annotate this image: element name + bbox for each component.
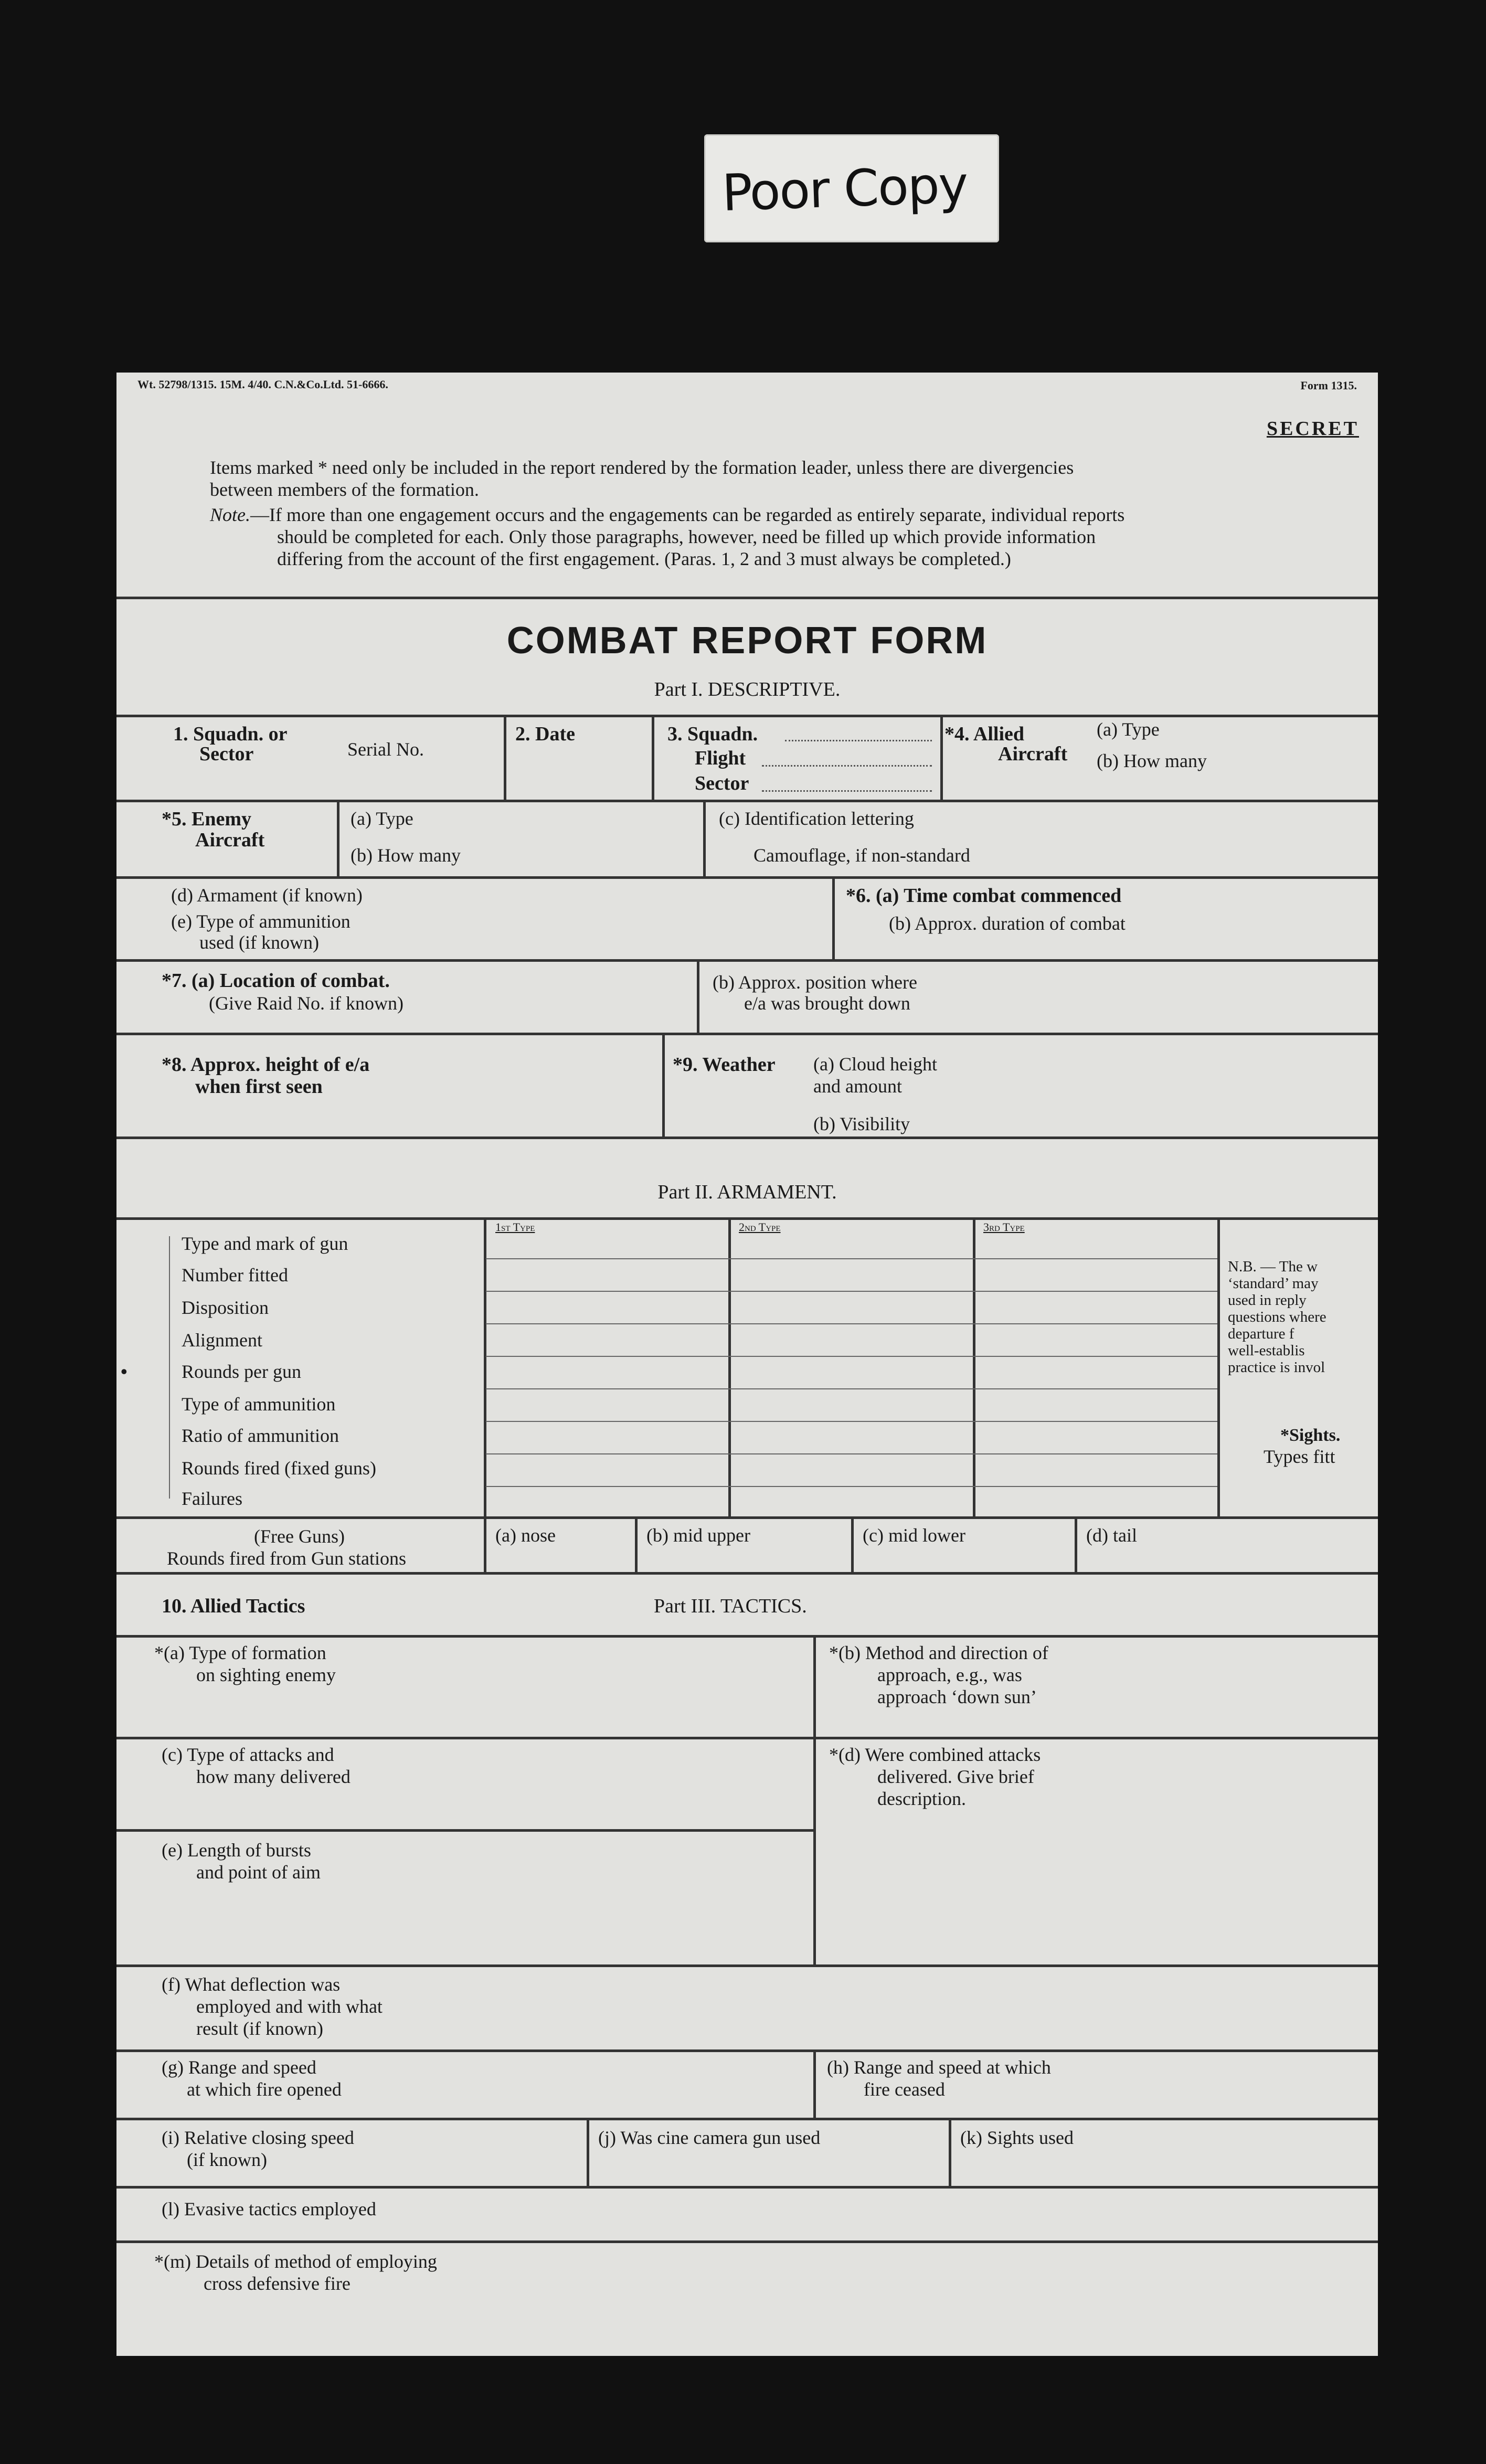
nb-note-line: ‘standard’ may bbox=[1228, 1275, 1319, 1292]
print-reference: Wt. 52798/1315. 15M. 4/40. C.N.&Co.Ltd. 51-6666. bbox=[137, 378, 388, 391]
station-nose: (a) nose bbox=[495, 1525, 556, 1546]
classification: SECRET bbox=[1266, 418, 1359, 440]
sights-label: *Sights. bbox=[1280, 1426, 1341, 1445]
f1-serial: Serial No. bbox=[347, 739, 424, 760]
f6-duration: (b) Approx. duration of combat bbox=[889, 913, 1126, 934]
f5-label-2: Aircraft bbox=[195, 829, 265, 851]
f4-how-many: (b) How many bbox=[1097, 750, 1207, 771]
f1-label-1: 1. Squadn. or bbox=[173, 723, 288, 745]
f5-ammo-1: (e) Type of ammunition bbox=[171, 911, 351, 932]
nb-note-line: practice is invol bbox=[1228, 1359, 1325, 1376]
station-tail: (d) tail bbox=[1086, 1525, 1137, 1546]
f5-ammo-2: used (if known) bbox=[199, 932, 319, 953]
f9-weather: *9. Weather bbox=[673, 1054, 776, 1076]
tactic-b-2: approach, e.g., was bbox=[877, 1664, 1022, 1685]
f9-cloud-1: (a) Cloud height bbox=[813, 1054, 937, 1075]
f5-camouflage: Camouflage, if non-standard bbox=[753, 845, 970, 866]
tactic-g-1: (g) Range and speed bbox=[162, 2057, 316, 2078]
form-number: Form 1315. bbox=[1300, 379, 1357, 392]
f5-type: (a) Type bbox=[351, 808, 413, 829]
tactic-i-2: (if known) bbox=[187, 2149, 267, 2170]
f5-label-1: *5. Enemy bbox=[162, 808, 251, 830]
note-line-2: should be completed for each. Only those paragraphs, however, need be filled up which provide information bbox=[277, 526, 1096, 547]
armament-row: Type of ammunition bbox=[182, 1394, 336, 1415]
tactic-b-1: *(b) Method and direction of bbox=[829, 1642, 1048, 1663]
tactic-f-3: result (if known) bbox=[196, 2018, 323, 2039]
tactic-c-1: (c) Type of attacks and bbox=[162, 1744, 334, 1765]
intro-line-2: between members of the formation. bbox=[210, 479, 479, 500]
armament-row: Number fitted bbox=[182, 1265, 288, 1286]
f6-time: *6. (a) Time combat commenced bbox=[846, 885, 1122, 907]
f5-how-many: (b) How many bbox=[351, 845, 461, 866]
f5-identification: (c) Identification lettering bbox=[719, 808, 914, 829]
tactic-j: (j) Was cine camera gun used bbox=[598, 2127, 821, 2148]
form-sheet bbox=[116, 373, 1378, 2356]
note-line-1 bbox=[210, 504, 1354, 526]
f3-label-1: 3. Squadn. bbox=[667, 723, 758, 745]
free-guns: (Free Guns) bbox=[254, 1526, 345, 1547]
armament-row: Failures bbox=[182, 1488, 242, 1509]
armament-row: Ratio of ammunition bbox=[182, 1425, 339, 1446]
tactic-h-2: fire ceased bbox=[864, 2079, 945, 2100]
f1-label-2: Sector bbox=[199, 743, 254, 765]
tactic-f-1: (f) What deflection was bbox=[162, 1974, 341, 1995]
f3-label-2: Flight bbox=[695, 747, 746, 769]
col-2nd-type: 2nd Type bbox=[739, 1220, 781, 1234]
note-lead: Note. bbox=[210, 504, 250, 525]
col-1st-type: 1st Type bbox=[495, 1220, 535, 1234]
f4-label-1: *4. Allied bbox=[944, 723, 1025, 745]
armament-row: Type and mark of gun bbox=[182, 1233, 348, 1254]
part3-heading: Part III. TACTICS. bbox=[654, 1595, 807, 1617]
f8-height-1: *8. Approx. height of e/a bbox=[162, 1054, 370, 1076]
tactic-d-1: *(d) Were combined attacks bbox=[829, 1744, 1041, 1765]
f8-height-2: when first seen bbox=[195, 1076, 323, 1098]
armament-row: Alignment bbox=[182, 1330, 262, 1351]
tactic-d-3: description. bbox=[877, 1788, 966, 1809]
form-title: COMBAT REPORT FORM bbox=[506, 620, 988, 662]
note-text-1: —If more than one engagement occurs and the engagements can be regarded as entirely separate, individual reports bbox=[250, 504, 1125, 525]
nb-note-line: used in reply bbox=[1228, 1292, 1307, 1309]
stamp-text: Poor Copy bbox=[721, 155, 969, 223]
f3-label-3: Sector bbox=[695, 772, 749, 794]
col-3rd-type: 3rd Type bbox=[983, 1220, 1025, 1234]
tactic-b-3: approach ‘down sun’ bbox=[877, 1686, 1037, 1707]
f4-type: (a) Type bbox=[1097, 719, 1160, 740]
tactic-g-2: at which fire opened bbox=[187, 2079, 342, 2100]
tactic-l: (l) Evasive tactics employed bbox=[162, 2199, 376, 2219]
f9-visibility: (b) Visibility bbox=[813, 1113, 910, 1134]
tactic-a-1: *(a) Type of formation bbox=[154, 1642, 326, 1663]
f5-armament: (d) Armament (if known) bbox=[171, 885, 363, 906]
nb-note-line: N.B. — The w bbox=[1228, 1258, 1318, 1275]
tactic-i-1: (i) Relative closing speed bbox=[162, 2127, 354, 2148]
f9-cloud-2: and amount bbox=[813, 1076, 902, 1097]
f7-position-1: (b) Approx. position where bbox=[713, 972, 917, 993]
f7-raid: (Give Raid No. if known) bbox=[209, 993, 404, 1014]
nb-note-line: questions where bbox=[1228, 1309, 1326, 1325]
tactic-d-2: delivered. Give brief bbox=[877, 1766, 1034, 1787]
armament-row: Rounds fired (fixed guns) bbox=[182, 1458, 376, 1479]
tactic-e-2: and point of aim bbox=[196, 1862, 321, 1883]
tactic-k: (k) Sights used bbox=[960, 2127, 1074, 2148]
station-mid-lower: (c) mid lower bbox=[863, 1525, 965, 1546]
rounds-from-stations: Rounds fired from Gun stations bbox=[167, 1548, 406, 1569]
station-mid-upper: (b) mid upper bbox=[646, 1525, 750, 1546]
tactic-m-1: *(m) Details of method of employing bbox=[154, 2251, 437, 2272]
armament-row: Rounds per gun bbox=[182, 1361, 301, 1382]
nb-note-line: well-establis bbox=[1228, 1342, 1305, 1359]
poor-copy-stamp bbox=[704, 134, 999, 242]
tactic-e-1: (e) Length of bursts bbox=[162, 1840, 311, 1861]
rounds-bullet: • bbox=[121, 1361, 128, 1382]
part2-heading: Part II. ARMAMENT. bbox=[657, 1181, 837, 1203]
armament-row: Disposition bbox=[182, 1297, 269, 1318]
part1-heading: Part I. DESCRIPTIVE. bbox=[654, 678, 841, 700]
tactic-m-2: cross defensive fire bbox=[204, 2273, 351, 2294]
f7-location: *7. (a) Location of combat. bbox=[162, 970, 390, 992]
tactic-c-2: how many delivered bbox=[196, 1766, 351, 1787]
note-line-3: differing from the account of the first engagement. (Paras. 1, 2 and 3 must always be completed.) bbox=[277, 548, 1011, 569]
tactic-f-2: employed and with what bbox=[196, 1996, 383, 2017]
f2-label: 2. Date bbox=[515, 723, 575, 745]
tactic-a-2: on sighting enemy bbox=[196, 1664, 336, 1685]
allied-tactics: 10. Allied Tactics bbox=[162, 1595, 305, 1617]
sights-types: Types fitt bbox=[1264, 1446, 1335, 1467]
f7-position-2: e/a was brought down bbox=[744, 993, 910, 1014]
tactic-h-1: (h) Range and speed at which bbox=[827, 2057, 1051, 2078]
nb-note-line: departure f bbox=[1228, 1325, 1294, 1342]
intro-line-1: Items marked * need only be included in the report rendered by the formation leader, unless there are divergencies bbox=[210, 457, 1074, 478]
f4-label-2: Aircraft bbox=[998, 743, 1068, 765]
